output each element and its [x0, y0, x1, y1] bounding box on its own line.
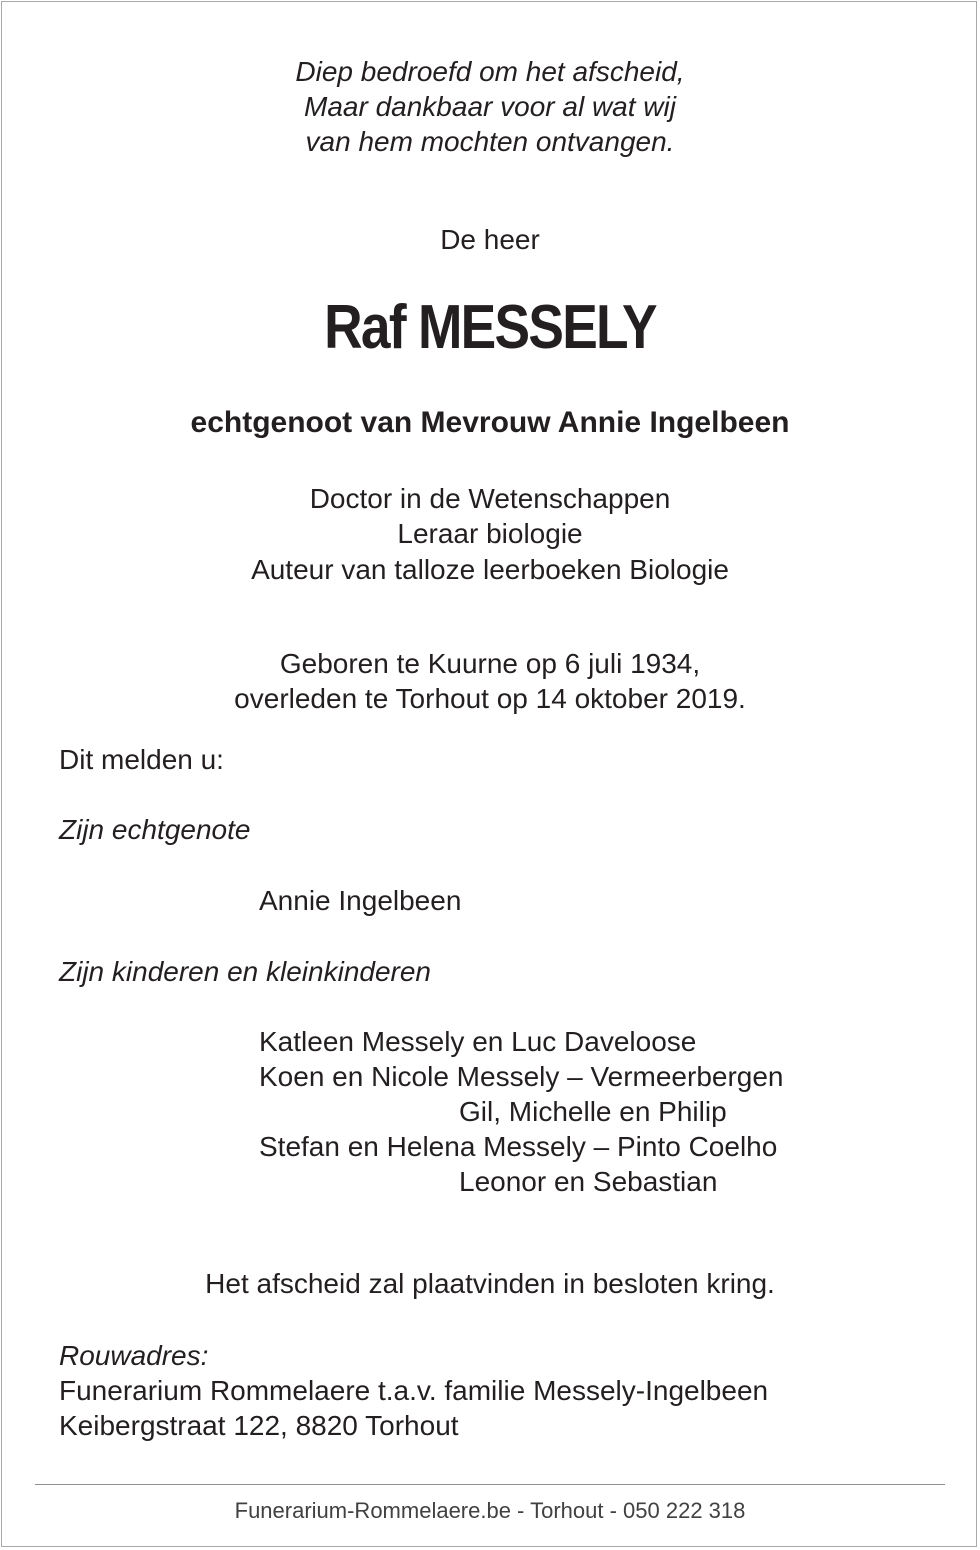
- death-line: overleden te Torhout op 14 oktober 2019.: [234, 683, 746, 714]
- address-line-1: Funerarium Rommelaere t.a.v. familie Messely-Ingelbeen: [59, 1375, 769, 1406]
- deceased-name: Raf MESSELY: [324, 293, 656, 362]
- title-line-3: Auteur van talloze leerboeken Biologie: [251, 554, 729, 585]
- motto-line-3: van hem mochten ontvangen.: [305, 126, 675, 157]
- motto-line-1: Diep bedroefd om het afscheid,: [295, 56, 685, 87]
- birth-line: Geboren te Kuurne op 6 juli 1934,: [279, 648, 701, 679]
- address-line-2: Keibergstraat 122, 8820 Torhout: [59, 1410, 459, 1441]
- children-heading: Zijn kinderen en kleinkinderen: [59, 956, 431, 987]
- announcement-intro: Dit melden u:: [59, 744, 224, 775]
- farewell-note: Het afscheid zal plaatvinden in besloten kring.: [205, 1268, 775, 1299]
- honorific: De heer: [440, 224, 540, 255]
- children-line-2: Koen en Nicole Messely – Vermeerbergen: [259, 1061, 784, 1092]
- spouse-relation: echtgenoot van Mevrouw Annie Ingelbeen: [190, 406, 790, 439]
- title-line-1: Doctor in de Wetenschappen: [309, 483, 671, 514]
- grandchildren-line-2: Leonor en Sebastian: [459, 1166, 718, 1197]
- title-line-2: Leraar biologie: [397, 518, 583, 549]
- address-label: Rouwadres:: [59, 1340, 209, 1371]
- grandchildren-line-1: Gil, Michelle en Philip: [459, 1096, 727, 1127]
- footer-contact: Funerarium-Rommelaere.be - Torhout - 050 222 318: [234, 1498, 746, 1523]
- spouse-name: Annie Ingelbeen: [259, 885, 462, 916]
- children-line-3: Stefan en Helena Messely – Pinto Coelho: [259, 1131, 778, 1162]
- motto-line-2: Maar dankbaar voor al wat wij: [304, 91, 676, 122]
- children-line-1: Katleen Messely en Luc Daveloose: [259, 1026, 697, 1057]
- spouse-heading: Zijn echtgenote: [59, 814, 251, 845]
- footer-divider: [35, 1484, 945, 1485]
